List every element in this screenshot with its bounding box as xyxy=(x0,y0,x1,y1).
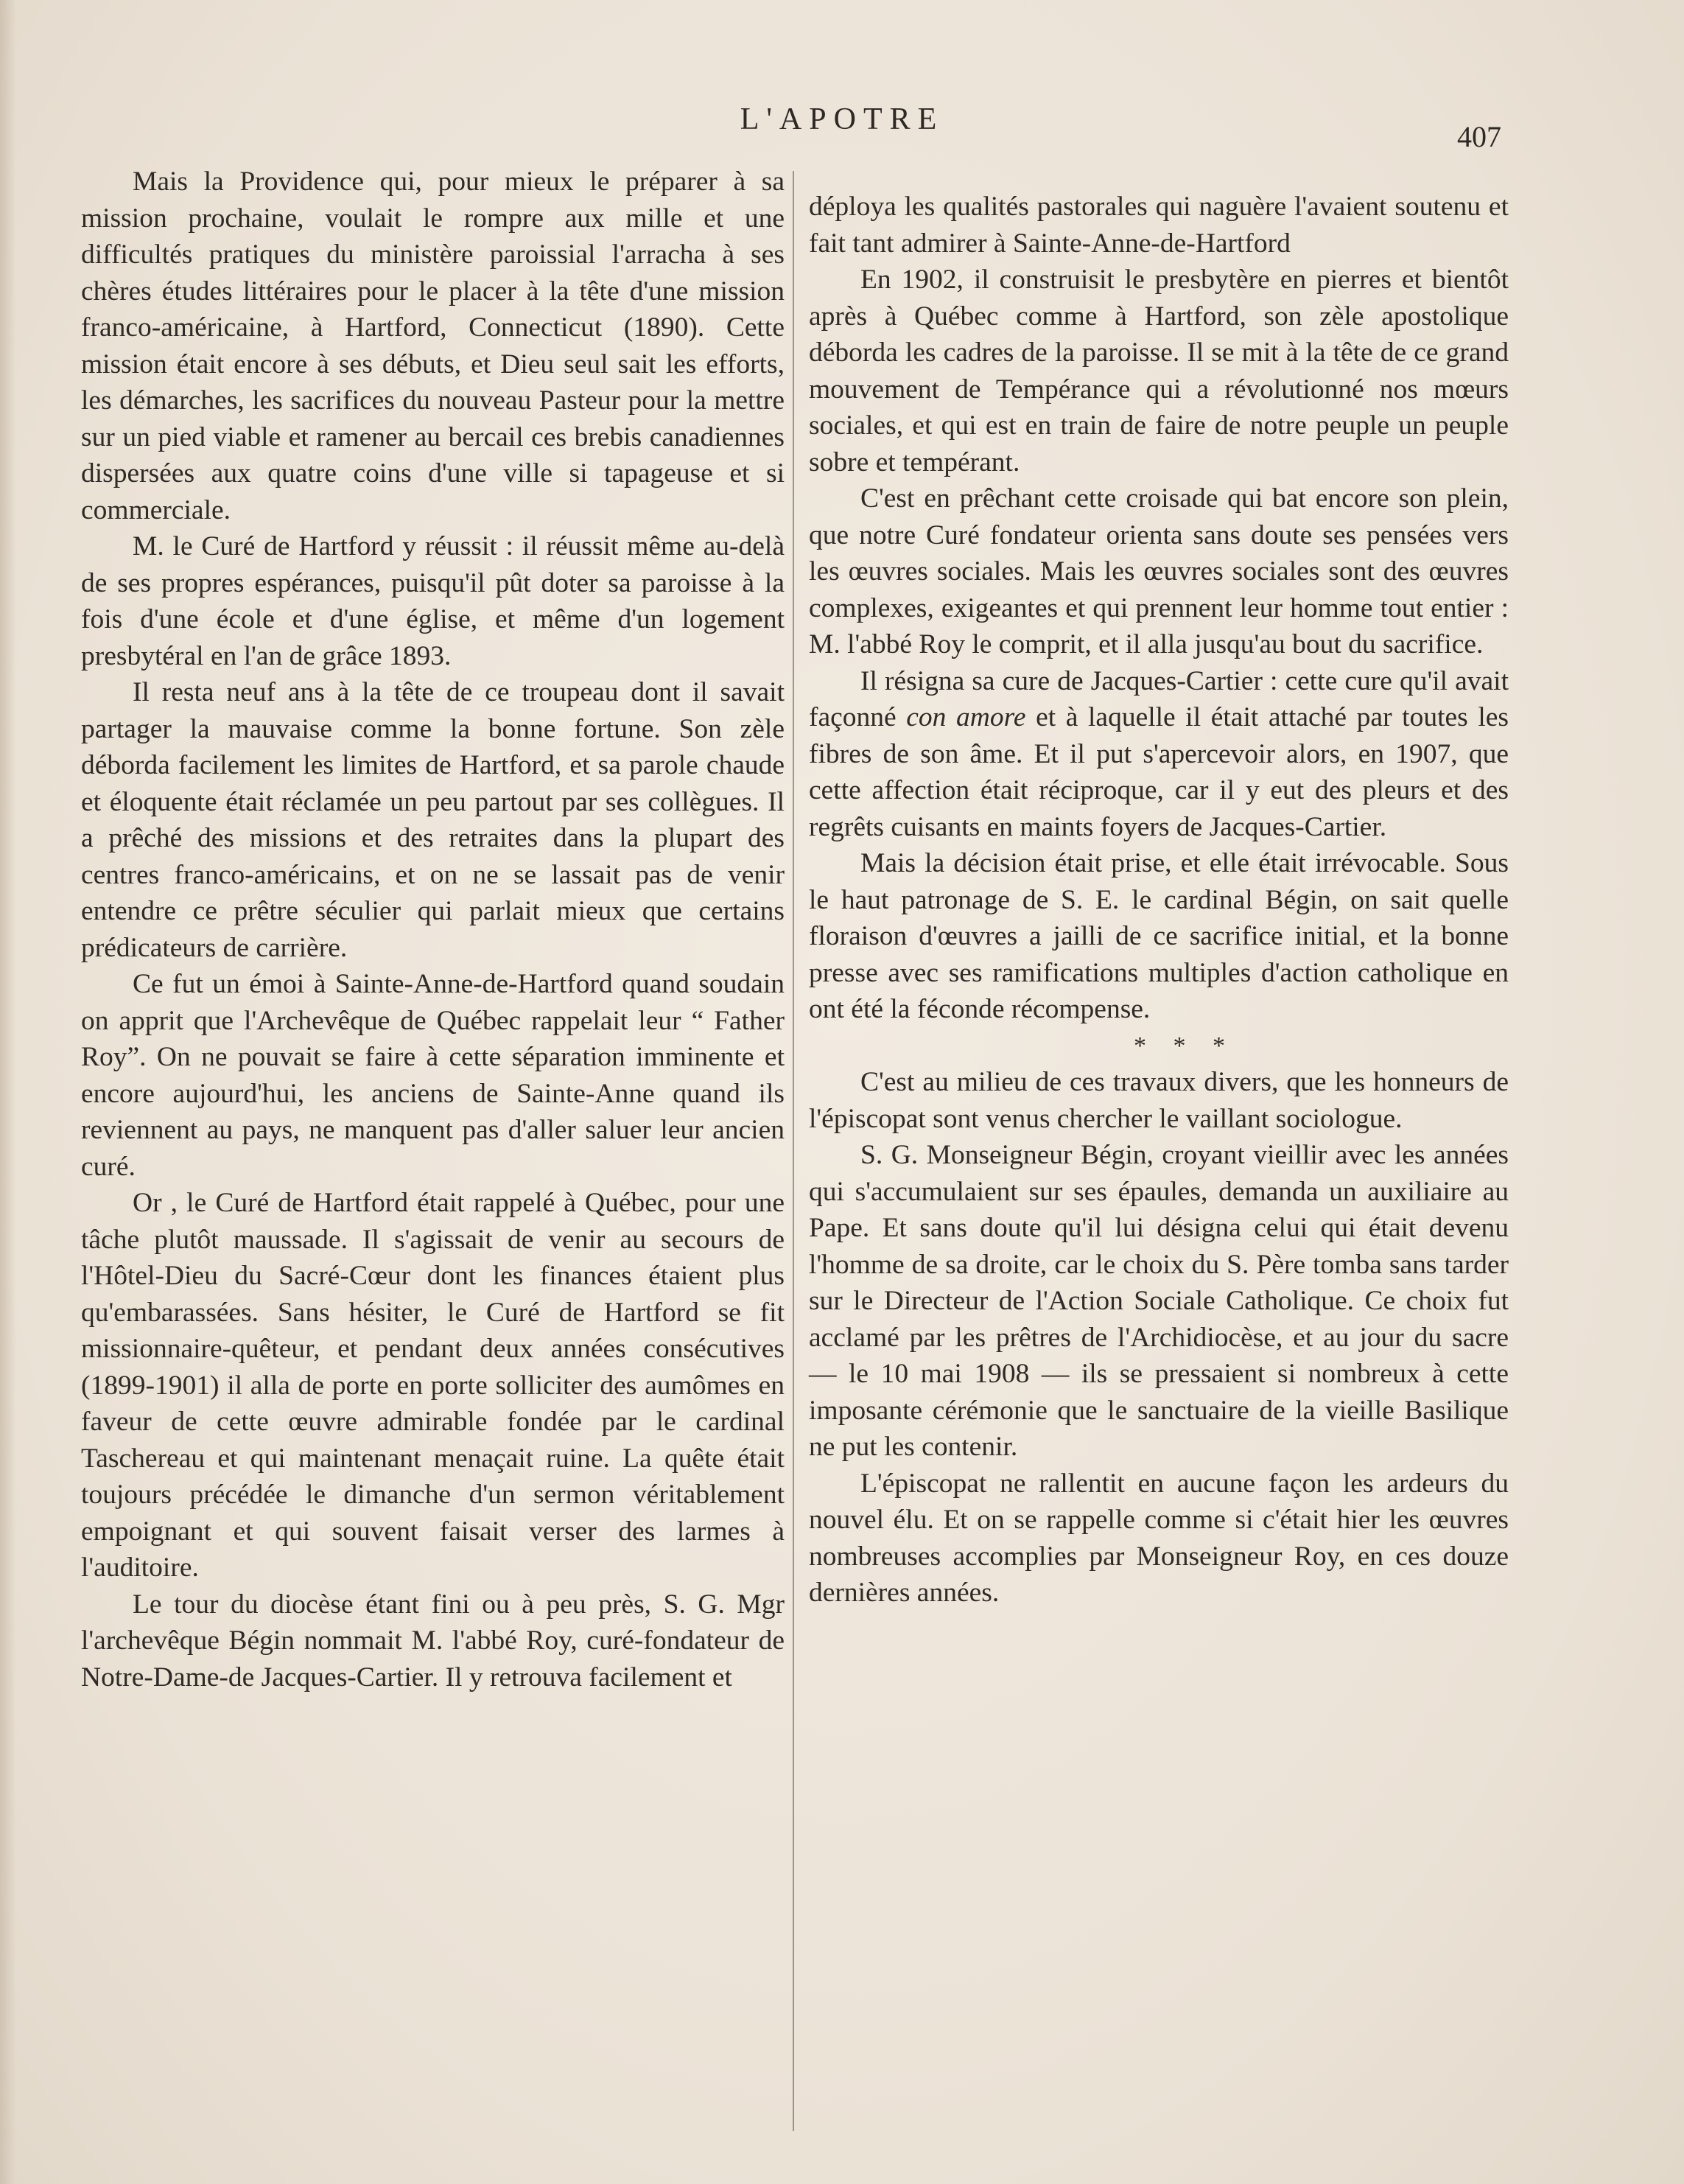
paragraph: Il resta neuf ans à la tête de ce troupeau dont il savait partager la mauvaise comme la bonne fortune. Son zèle déborda facilement les limites de Hartford, et sa parole chaude et éloquente était réclamée un peu partout par ses collègues. Il a prêché des missions et des retraites dans la plupart des centres franco-américains, et on ne se lassait pas de venir entendre ce prêtre séculier qui parlait mieux que certains prédicateurs de carrière. xyxy=(81,677,785,963)
paragraph: Ce fut un émoi à Sainte-Anne-de-Hartford quand soudain on apprit que l'Archevêque de Québec rappelait leur “ Father Roy”. On ne pouvait se faire à cette séparation imminente et encore aujourd'hui, les anciens de Sainte-Anne quand ils reviennent au pays, ne manquent pas d'aller saluer leur ancien curé. xyxy=(81,969,785,1182)
paragraph: Mais la Providence qui, pour mieux le préparer à sa mission prochaine, voulait le rompre aux mille et une difficultés pratiques du ministère paroissial l'arracha à ses chères études littéraires pour le placer à la tête d'une mission franco-américaine, à Hartford, Connecticut (1890). Cette mission était encore à ses débuts, et Dieu seul sait les efforts, les démarches, les sacrifices du nouveau Pasteur pour la mettre sur un pied viable et ramener au bercail ces brebis canadiennes dispersées aux quatre coins d'une ville si tapageuse et si commerciale. xyxy=(81,167,785,525)
italic-phrase: con amore xyxy=(906,702,1026,732)
left-column xyxy=(81,164,785,1695)
paragraph: M. le Curé de Hartford y réussit : il réussit même au-delà de ses propres espérances, puisqu'il pût doter sa paroisse à la fois d'une école et d'une église, et même d'un logement presbytéral en l'an de grâce 1893. xyxy=(81,531,785,671)
page-number: 407 xyxy=(1457,120,1501,153)
right-column xyxy=(809,189,1509,1611)
paragraph: En 1902, il construisit le presbytère en pierres et bientôt après à Québec comme à Hartford, son zèle apostolique déborda les cadres de la paroisse. Il se mit à la tête de ce grand mouvement de Tempérance qui a révolutionné nos mœurs sociales, et qui est en train de faire de notre peuple un peuple sobre et tempérant. xyxy=(809,265,1509,477)
paragraph: C'est au milieu de ces travaux divers, que les honneurs de l'épiscopat sont venus chercher le vaillant sociologue. xyxy=(809,1067,1509,1134)
paragraph: C'est en prêchant cette croisade qui bat encore son plein, que notre Curé fondateur orienta sans doute ses pensées vers les œuvres sociales. Mais les œuvres sociales sont des œuvres complexes, exigeantes et qui prennent leur homme tout entier : M. l'abbé Roy le comprit, et il alla jusqu'au bout du sacrifice. xyxy=(809,483,1509,659)
paragraph-continued: déploya les qualités pastorales qui naguère l'avaient soutenu et fait tant admirer à Sainte-Anne-de-Hartford xyxy=(809,192,1509,259)
running-title: L'APOTRE xyxy=(740,102,944,136)
column-rule xyxy=(793,171,794,2131)
page-edge-shadow xyxy=(0,0,16,2184)
paragraph xyxy=(809,663,1509,846)
paragraph: L'épiscopat ne rallentit en aucune façon les ardeurs du nouvel élu. Et on se rappelle comme si c'était hier les œuvres nombreuses accomplies par Monseigneur Roy, en ces douze dernières années. xyxy=(809,1468,1509,1608)
paragraph: Le tour du diocèse étant fini ou à peu près, S. G. Mgr l'archevêque Bégin nommait M. l'abbé Roy, curé-fondateur de Notre-Dame-de Jacques-Cartier. Il y retrouva facilement et xyxy=(81,1589,785,1693)
paragraph: Mais la décision était prise, et elle était irrévocable. Sous le haut patronage de S. E. le cardinal Bégin, on sait quelle floraison d'œuvres a jailli de ce sacrifice initial, et la bonne presse avec ses ramifications multiples d'action catholique en ont été la féconde récompense. xyxy=(809,848,1509,1024)
paragraph-text: Il résigna sa cure de Jacques-Cartier : cette cure qu'il avait façonné xyxy=(809,665,1509,732)
section-separator: * * * xyxy=(1134,1032,1235,1060)
paragraph: S. G. Monseigneur Bégin, croyant vieillir avec les années qui s'accumulaient sur ses épaules, demanda un auxiliaire au Pape. Et sans doute qu'il lui désigna celui qui était devenu l'homme de sa droite, car le choix du S. Père tomba sans tarder sur le Directeur de l'Action Sociale Catholique. Ce choix fut acclamé par les prêtres de l'Archidiocèse, et au jour du sacre — le 10 mai 1908 — ils se pressaient si nombreux à cette imposante cérémonie que le sanctuaire de la vieille Basilique ne put les contenir. xyxy=(809,1140,1509,1462)
paragraph: Or , le Curé de Hartford était rappelé à Québec, pour une tâche plutôt maussade. Il s'agissait de venir au secours de l'Hôtel-Dieu du Sacré-Cœur dont les finances étaient plus qu'embarassées. Sans hésiter, le Curé de Hartford se fit missionnaire-quêteur, et pendant deux années consécutives (1899-1901) il alla de porte en porte solliciter des aumômes en faveur de cette œuvre admirable fondée par le cardinal Taschereau et qui maintenant menaçait ruine. La quête était toujours précédée le dimanche d'un sermon véritablement empoignant et qui souvent faisait verser des larmes à l'auditoire. xyxy=(81,1188,785,1583)
paragraph-text: et à laquelle il était attaché par toutes les fibres de son âme. Et il put s'apercevoir alors, en 1907, que cette affection était réciproque, car il y eut des pleurs et des regrêts cuisants en maints foyers de Jacques-Cartier. xyxy=(809,702,1509,842)
